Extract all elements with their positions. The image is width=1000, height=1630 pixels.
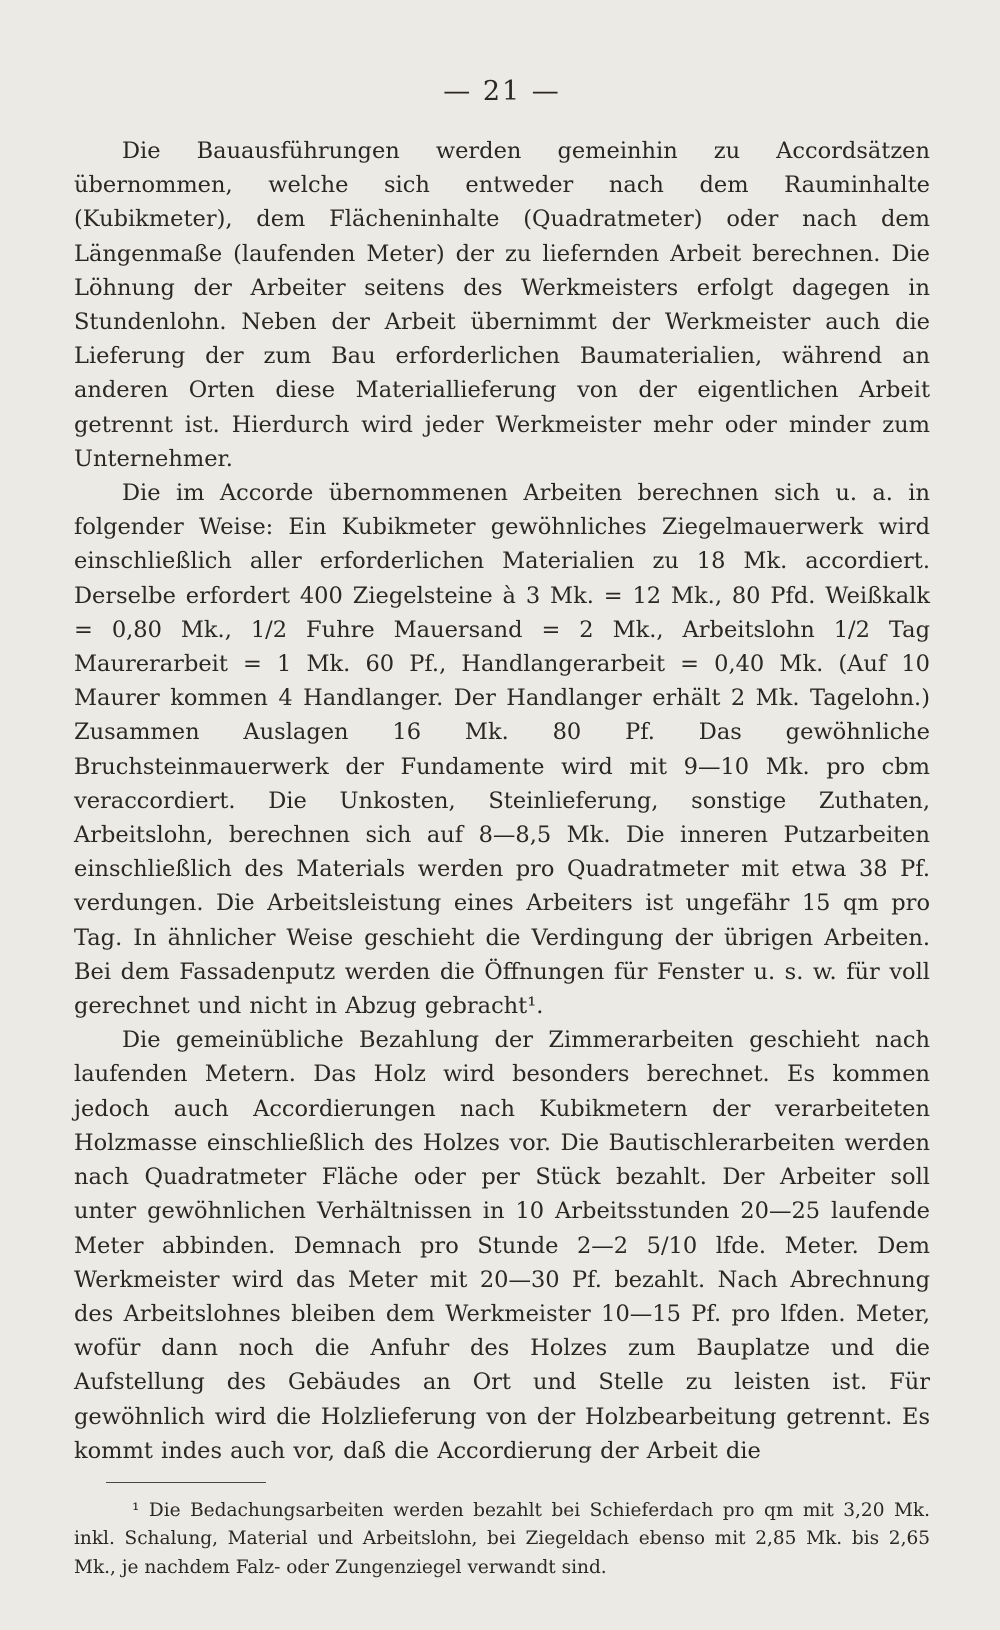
body-text <box>74 134 930 1468</box>
page-number: — 21 — <box>443 76 561 107</box>
paragraph-3: Die gemeinübliche Bezahlung der Zimmerarbeiten geschieht nach laufenden Metern. Das Holz wird besonders berechnet. Es kommen jedoch auch Accordierungen nach Kubikmetern der verarbeiteten Holzmasse einschließlich des Holzes vor. Die Bautischlerarbeiten werden nach Quadratmeter Fläche oder per Stück bezahlt. Der Arbeiter soll unter gewöhnlichen Verhältnissen in 10 Arbeitsstunden 20—25 laufende Meter abbinden. Demnach pro Stunde 2—2 5/10 lfde. Meter. Dem Werkmeister wird das Meter mit 20—30 Pf. bezahlt. Nach Abrechnung des Arbeitslohnes bleiben dem Werkmeister 10—15 Pf. pro lfden. Meter, wofür dann noch die Anfuhr des Holzes zum Bauplatze und die Aufstellung des Gebäudes an Ort und Stelle zu leisten ist. Für gewöhnlich wird die Holzlieferung von der Holzbearbeitung getrennt. Es kommt indes auch vor, daß die Accordierung der Arbeit die <box>74 1027 930 1464</box>
footnote-divider <box>106 1482 266 1483</box>
paragraph-2: Die im Accorde übernommenen Arbeiten berechnen sich u. a. in folgender Weise: Ein Kubikmeter gewöhnliches Ziegelmauerwerk wird einschließlich aller erforderlichen Materialien zu 18 Mk. accordiert. Derselbe erfordert 400 Ziegelsteine à 3 Mk. = 12 Mk., 80 Pfd. Weißkalk = 0,80 Mk., 1/2 Fuhre Mauersand = 2 Mk., Arbeitslohn 1/2 Tag Maurerarbeit = 1 Mk. 60 Pf., Handlangerarbeit = 0,40 Mk. (Auf 10 Maurer kommen 4 Handlanger. Der Handlanger erhält 2 Mk. Tagelohn.) Zusammen Auslagen 16 Mk. 80 Pf. Das gewöhnliche Bruchsteinmauerwerk der Fundamente wird mit 9—10 Mk. pro cbm veraccordiert. Die Unkosten, Steinlieferung, sonstige Zuthaten, Arbeitslohn, berechnen sich auf 8—8,5 Mk. Die inneren Putzarbeiten einschließlich des Materials werden pro Quadratmeter mit etwa 38 Pf. verdungen. Die Arbeitsleistung eines Arbeiters ist ungefähr 15 qm pro Tag. In ähnlicher Weise geschieht die Verdingung der übrigen Arbeiten. Bei dem Fassadenputz werden die Öffnungen für Fenster u. s. w. für voll gerechnet und nicht in Abzug gebracht¹. <box>74 480 930 1020</box>
footnote: ¹ Die Bedachungsarbeiten werden bezahlt bei Schieferdach pro qm mit 3,20 Mk. inkl. Schalung, Material und Arbeitslohn, bei Ziegeldach ebenso mit 2,85 Mk. bis 2,65 Mk., je nachdem Falz- oder Zungenziegel verwandt sind. <box>74 1499 930 1578</box>
paragraph-1: Die Bauausführungen werden gemeinhin zu Accordsätzen übernommen, welche sich entweder nach dem Rauminhalte (Kubikmeter), dem Flächeninhalte (Quadratmeter) oder nach dem Längenmaße (laufenden Meter) der zu liefernden Arbeit berechnen. Die Löhnung der Arbeiter seitens des Werkmeisters erfolgt dagegen in Stundenlohn. Neben der Arbeit übernimmt der Werkmeister auch die Lieferung der zum Bau erforderlichen Baumaterialien, während an anderen Orten diese Materiallieferung von der eigentlichen Arbeit getrennt ist. Hierdurch wird jeder Werkmeister mehr oder minder zum Unternehmer. <box>74 138 930 472</box>
